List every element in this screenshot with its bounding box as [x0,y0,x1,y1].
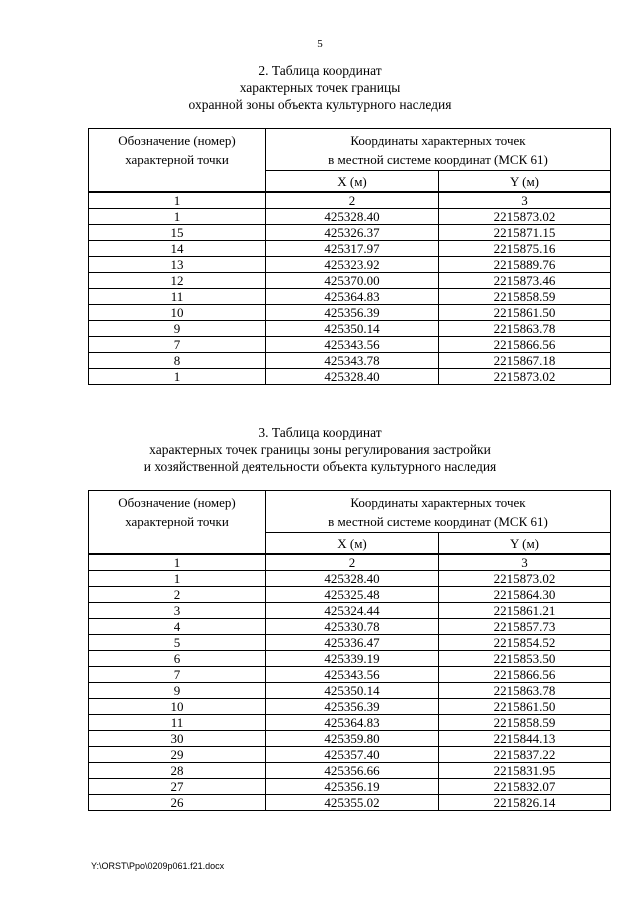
table1-body [89,192,611,385]
y-coordinate-cell: 2215873.46 [439,273,611,289]
point-id-header: Обозначение (номер) характерной точки [89,491,266,555]
x-coordinate-cell: 425356.66 [266,763,439,779]
x-coordinate-cell: 425328.40 [266,369,439,385]
x-coordinate-cell: 425343.56 [266,667,439,683]
point-number-cell: 4 [89,619,266,635]
table-row [89,619,611,635]
column-number: 1 [89,192,266,209]
point-number-cell: 13 [89,257,266,273]
x-coordinate-cell: 425356.19 [266,779,439,795]
table-row [89,763,611,779]
table-row [89,273,611,289]
x-coordinate-cell: 425328.40 [266,209,439,225]
y-coordinate-cell: 2215858.59 [439,289,611,305]
point-number-cell: 14 [89,241,266,257]
x-coordinate-cell: 425356.39 [266,699,439,715]
y-coordinate-cell: 2215875.16 [439,241,611,257]
y-coordinate-cell: 2215857.73 [439,619,611,635]
y-coordinate-cell: 2215867.18 [439,353,611,369]
y-coordinate-cell: 2215858.59 [439,715,611,731]
x-coordinate-cell: 425317.97 [266,241,439,257]
y-coordinate-cell: 2215831.95 [439,763,611,779]
column-number: 1 [89,554,266,571]
point-number-cell: 1 [89,369,266,385]
table-row [89,651,611,667]
table-row [89,683,611,699]
y-header: Y (м) [439,171,611,193]
table-row [89,715,611,731]
point-number-cell: 30 [89,731,266,747]
table-row [89,635,611,651]
x-header: X (м) [266,171,439,193]
x-coordinate-cell: 425364.83 [266,715,439,731]
point-number-cell: 26 [89,795,266,811]
y-coordinate-cell: 2215873.02 [439,369,611,385]
y-coordinate-cell: 2215861.50 [439,699,611,715]
point-number-cell: 8 [89,353,266,369]
x-coordinate-cell: 425324.44 [266,603,439,619]
table-row [89,209,611,225]
point-number-cell: 1 [89,571,266,587]
table-row [89,571,611,587]
column-number-row [89,554,611,571]
x-coordinate-cell: 425328.40 [266,571,439,587]
coordinates-header: Координаты характерных точек в местной системе координат (МСК 61) [266,129,611,171]
coordinates-header: Координаты характерных точек в местной системе координат (МСК 61) [266,491,611,533]
table2-title [0,424,640,475]
y-coordinate-cell: 2215863.78 [439,321,611,337]
table-row [89,699,611,715]
table-row [89,289,611,305]
x-coordinate-cell: 425343.56 [266,337,439,353]
point-number-cell: 10 [89,699,266,715]
x-coordinate-cell: 425355.02 [266,795,439,811]
point-number-cell: 2 [89,587,266,603]
point-number-cell: 9 [89,321,266,337]
column-number: 3 [439,554,611,571]
y-coordinate-cell: 2215861.21 [439,603,611,619]
point-number-cell: 28 [89,763,266,779]
table-row [89,369,611,385]
point-number-cell: 7 [89,667,266,683]
y-coordinate-cell: 2215837.22 [439,747,611,763]
y-coordinate-cell: 2215854.52 [439,635,611,651]
x-coordinate-cell: 425356.39 [266,305,439,321]
point-number-cell: 3 [89,603,266,619]
table-row [89,779,611,795]
y-coordinate-cell: 2215861.50 [439,305,611,321]
x-coordinate-cell: 425323.92 [266,257,439,273]
point-id-header: Обозначение (номер) характерной точки [89,129,266,193]
table1-title [0,62,640,113]
y-header: Y (м) [439,533,611,555]
x-coordinate-cell: 425343.78 [266,353,439,369]
table-row [89,305,611,321]
x-coordinate-cell: 425336.47 [266,635,439,651]
y-coordinate-cell: 2215826.14 [439,795,611,811]
table2-body [89,554,611,811]
table-row [89,603,611,619]
y-coordinate-cell: 2215873.02 [439,571,611,587]
point-number-cell: 7 [89,337,266,353]
point-number-cell: 12 [89,273,266,289]
x-coordinate-cell: 425357.40 [266,747,439,763]
x-coordinate-cell: 425359.80 [266,731,439,747]
table-row [89,241,611,257]
x-coordinate-cell: 425364.83 [266,289,439,305]
y-coordinate-cell: 2215871.15 [439,225,611,241]
table2-title-line: 3. Таблица координат [258,425,382,440]
y-coordinate-cell: 2215873.02 [439,209,611,225]
y-coordinate-cell: 2215866.56 [439,667,611,683]
file-path-footer: Y:\ORST\Ppo\0209p061.f21.docx [91,861,225,871]
point-number-cell: 6 [89,651,266,667]
x-coordinate-cell: 425330.78 [266,619,439,635]
table-row [89,795,611,811]
table1-title-line: 2. Таблица координат [258,63,382,78]
column-number-row [89,192,611,209]
point-number-cell: 5 [89,635,266,651]
point-number-cell: 9 [89,683,266,699]
table-row [89,667,611,683]
y-coordinate-cell: 2215863.78 [439,683,611,699]
y-coordinate-cell: 2215866.56 [439,337,611,353]
y-coordinate-cell: 2215832.07 [439,779,611,795]
x-header: X (м) [266,533,439,555]
x-coordinate-cell: 425370.00 [266,273,439,289]
y-coordinate-cell: 2215889.76 [439,257,611,273]
table2-title-line: и хозяйственной деятельности объекта культурного наследия [143,459,497,474]
page-number: 5 [317,38,323,50]
point-number-cell: 10 [89,305,266,321]
table-row [89,257,611,273]
table-row [89,731,611,747]
table-row [89,747,611,763]
y-coordinate-cell: 2215853.50 [439,651,611,667]
x-coordinate-cell: 425339.19 [266,651,439,667]
table2-coordinates [88,490,611,811]
table-row [89,353,611,369]
table-row [89,225,611,241]
x-coordinate-cell: 425325.48 [266,587,439,603]
point-number-cell: 11 [89,289,266,305]
y-coordinate-cell: 2215864.30 [439,587,611,603]
point-number-cell: 29 [89,747,266,763]
table1-title-line: охранной зоны объекта культурного наследия [188,97,452,112]
table1-coordinates [88,128,611,385]
table-row [89,321,611,337]
x-coordinate-cell: 425350.14 [266,683,439,699]
table1-title-line: характерных точек границы [239,80,401,95]
x-coordinate-cell: 425350.14 [266,321,439,337]
point-number-cell: 11 [89,715,266,731]
x-coordinate-cell: 425326.37 [266,225,439,241]
column-number: 2 [266,192,439,209]
table-row [89,587,611,603]
point-number-cell: 15 [89,225,266,241]
table2-title-line: характерных точек границы зоны регулирования застройки [149,442,491,457]
point-number-cell: 1 [89,209,266,225]
table-row [89,337,611,353]
y-coordinate-cell: 2215844.13 [439,731,611,747]
column-number: 2 [266,554,439,571]
point-number-cell: 27 [89,779,266,795]
column-number: 3 [439,192,611,209]
